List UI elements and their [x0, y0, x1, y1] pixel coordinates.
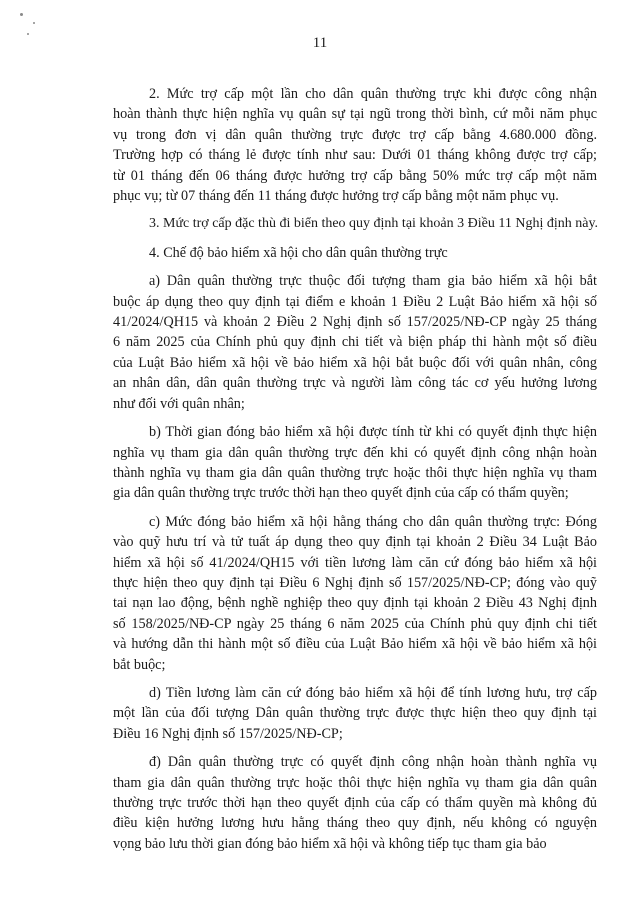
text-line: c) Mức đóng bảo hiểm xã hội hằng tháng cho dân quân thường trực: Đóng [149, 513, 597, 530]
text-line: an nhân dân, dân quân thường trực và người làm công tác cơ yếu hưởng lương [113, 375, 597, 392]
text-line: điều kiện hưởng lương hưu hằng tháng theo quy định, nếu không có nguyện [113, 815, 597, 832]
text-line: vọng bảo lưu thời gian đóng bảo hiểm xã hội và không tiếp tục tham gia bảo [113, 835, 547, 852]
text-line: một lần của đối tượng Dân quân thường trực được thực hiện theo quy định tại [113, 705, 597, 722]
text-line: 3. Mức trợ cấp đặc thù đi biển theo quy định tại khoản 3 Điều 11 Nghị định này. [149, 216, 599, 232]
text-line: và hướng dẫn thi hành một số điều của Luật Bảo hiểm xã hội về bảo hiểm xã hội [113, 636, 597, 653]
text-line: a) Dân quân thường trực thuộc đối tượng tham gia bảo hiểm xã hội bắt [149, 273, 597, 290]
text-line: số 158/2025/NĐ-CP ngày 25 tháng 6 năm 2025 của Chính phủ quy định chi tiết [113, 615, 597, 632]
paragraph-para-4 [113, 243, 597, 263]
paragraph-para-4c [113, 512, 597, 675]
text-line: bắt buộc; [113, 656, 166, 673]
text-line: Điều 16 Nghị định số 157/2025/NĐ-CP; [113, 725, 343, 742]
text-line: của Luật Bảo hiểm xã hội về bảo hiểm xã hội bắt buộc đối với quân nhân, công [113, 354, 597, 371]
text-line: tai nạn lao động, bệnh nghề nghiệp theo quy định tại khoản 2 Điều 43 Nghị định [113, 595, 597, 612]
text-line: Trường hợp có tháng lẻ được tính như sau: Dưới 01 tháng không được trợ cấp; [113, 147, 597, 164]
text-line: tham gia dân quân thường trực hoặc thôi thực hiện nghĩa vụ tham gia dân quân [113, 774, 597, 791]
text-line: như đối với quân nhân; [113, 395, 245, 412]
text-line: gia dân quân thường trực trước thời hạn theo quyết định của cấp có thẩm quyền; [113, 485, 569, 502]
text-line: từ 01 tháng đến 06 tháng được hưởng trợ cấp bằng 50% mức trợ cấp một năm [113, 167, 597, 184]
page-number: 11 [312, 35, 328, 51]
text-line: vào quỹ hưu trí và tử tuất áp dụng theo quy định tại khoản 2 Điều 34 Luật Bảo [113, 534, 597, 551]
scan-speck [20, 13, 23, 16]
text-line: buộc áp dụng theo quy định tại điểm e khoản 1 Điều 2 Luật Bảo hiểm xã hội số [113, 293, 597, 310]
paragraph-para-2 [113, 84, 597, 206]
text-line: 6 năm 2025 của Chính phủ quy định chi tiết và biện pháp thi hành một số điều [113, 334, 597, 351]
paragraph-para-4dd [113, 752, 597, 854]
text-line: thường trực trước thời hạn theo quyết định của cấp có thẩm quyền mà không đủ [113, 795, 597, 811]
text-line: 41/2024/QH15 và khoản 2 Điều 2 Nghị định số 157/2025/NĐ-CP ngày 25 tháng [113, 314, 597, 331]
text-line: 4. Chế độ bảo hiểm xã hội cho dân quân thường trực [149, 244, 448, 261]
text-line: phục vụ; từ 07 tháng đến 11 tháng được hưởng trợ cấp bằng một năm phục vụ. [113, 188, 559, 205]
text-line: nghĩa vụ tham gia dân quân thường trực đến khi có quyết định công nhận hoàn [113, 444, 597, 461]
text-line: thành nghĩa vụ tham gia dân quân thường trực hoặc thôi thực hiện nghĩa vụ tham [113, 464, 597, 481]
document-body [113, 84, 597, 862]
paragraph-para-4a [113, 271, 597, 414]
scan-speck [33, 22, 35, 24]
text-line: vụ trong đơn vị dân quân thường trực được trợ cấp bằng 4.680.000 đồng. [113, 126, 597, 143]
text-line: d) Tiền lương làm căn cứ đóng bảo hiểm xã hội để tính lương hưu, trợ cấp [149, 684, 597, 701]
text-line: đ) Dân quân thường trực có quyết định công nhận hoàn thành nghĩa vụ [149, 754, 597, 771]
text-line: thực hiện theo quy định tại Điều 6 Nghị định số 157/2025/NĐ-CP; đóng vào quỹ [113, 574, 597, 591]
paragraph-para-4d [113, 683, 597, 744]
text-line: hoàn thành thực hiện nghĩa vụ quân sự tại ngũ trong thời bình, cứ mỗi năm phục [113, 106, 597, 123]
text-line: hiểm xã hội số 41/2024/QH15 với tiền lương làm căn cứ đóng bảo hiểm xã hội [113, 554, 597, 571]
paragraph-para-3 [113, 214, 597, 234]
text-line: 2. Mức trợ cấp một lần cho dân quân thường trực khi được công nhận [149, 86, 597, 102]
paragraph-para-4b [113, 422, 597, 504]
text-line: b) Thời gian đóng bảo hiểm xã hội được tính từ khi có quyết định thực hiện [149, 424, 597, 441]
